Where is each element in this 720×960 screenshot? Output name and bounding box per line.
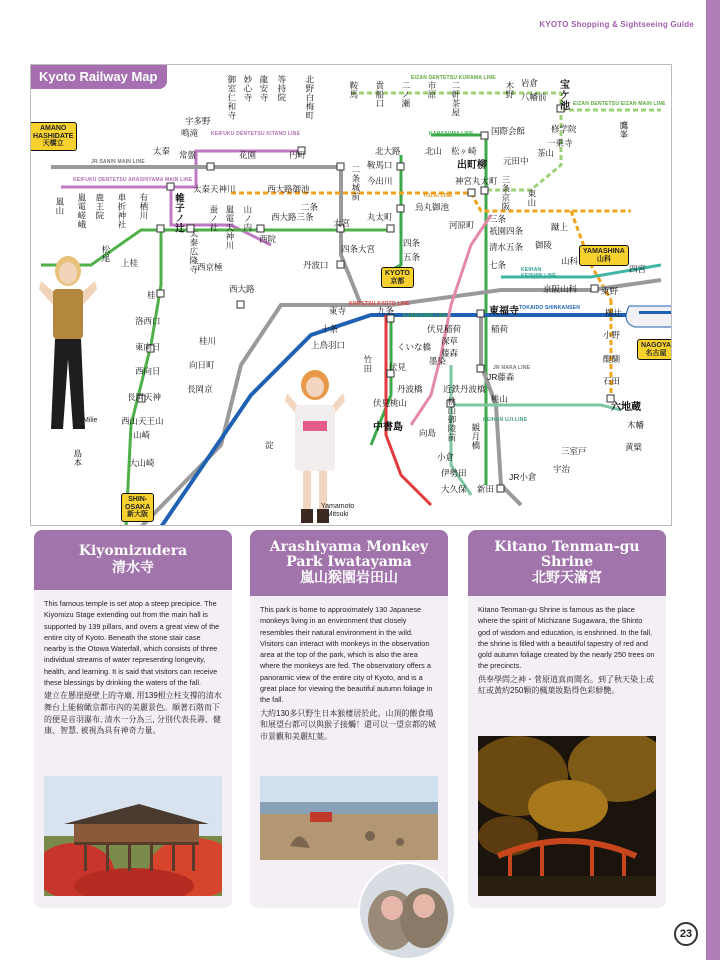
station: 二条 [301,202,319,212]
card-description-en: This park is home to approximately 130 Japanese monkeys living in an environment that closely resembles their natural environment in the wild. Visitors can interact with monkeys in the observation area at the top of the park, which is also the area where the monkeys are fed. The observatory offers a panoramic view of the entire city of Kyoto, and is a great place for viewing the beautiful autumn foliage in the fall. [260,605,433,705]
card-title-en: Arashiyama Monkey Park Iwatayama [269,538,429,570]
station: 淀 [265,440,274,450]
station: 観月橋 [470,423,481,450]
station: 大久保 [441,484,467,494]
station: 西大路三条 [271,212,314,222]
card-title-zh: 嵐山猴園岩田山 [300,570,398,587]
hub-zh: 名古屋 [645,349,667,357]
station: 五条 [403,252,421,262]
card-description-zh: 大約130多只野生日本猴棲居於此。山頂的餵食場和展望台都可以與猴子接觸！還可以一望京都的城市景觀和美麗紅葉。 [260,708,436,741]
station: 醍醐 [603,354,621,364]
station: 十条 [321,324,339,334]
station: 一乗寺 [547,138,573,148]
station: 出町柳 [457,160,487,171]
station: 宇多野 [185,116,211,126]
station: 島本 [72,449,83,467]
station: 鳴滝 [181,128,199,138]
hub-en: YAMASHINA [583,248,625,255]
station: 四条 [403,238,421,248]
station: 中書島 [373,422,403,433]
station: 神宮丸太町 [455,176,498,186]
station: 清水五条 [489,242,524,252]
station: 伏見稲荷 [427,324,462,334]
station: 小野 [603,330,621,340]
line-label-kitano: KEIFUKU DENTETSU KITANO LINE [211,131,301,137]
station: 竹田 [362,355,373,373]
hub-en: KYOTO [385,270,410,277]
monkeys-circle-photo [358,862,456,960]
hub-kyoto [381,267,414,288]
station: 円町 [289,150,307,160]
station: 北大路 [375,146,401,156]
station: 九条 [377,306,395,316]
station: 上鳥羽口 [311,340,346,350]
line-label-tozai: TOZAI LINE [423,193,453,199]
hub-shinosaka [121,493,154,522]
card-description-en: This famous temple is set atop a steep precipice. The Kiyomizu Stage extending out from the main hall is supported by 139 pillars, and overs a great view of the entire city of Kyoto. Beneath the stone stair case nearby is the Otowa Waterfall, which consists of three individual streams of water representing longevity, health, and learning. It is said that visitors can receive these blessings by drinking the waters of the fall. [44,599,220,688]
station: 二条城前 [350,165,361,201]
station: 上桂 [121,258,139,268]
attraction-card-kitano-tenmangu [468,530,666,908]
station: 七条 [489,260,507,270]
station: 向日町 [189,360,215,370]
station: 西京極 [197,262,223,272]
station: 三条 [489,214,507,224]
station: 椥辻 [605,308,623,318]
hub-zh: 新大阪 [127,511,149,519]
station: 嵐山 [54,197,65,215]
person-milie-figure [33,249,103,439]
station: 西院 [259,234,277,244]
line-label-kurama: EIZAN DENTETSU KURAMA LINE [411,75,496,81]
card-header [250,530,448,596]
station: 鞍馬 [348,81,359,99]
line-label-kintetsu: KINTETSU KYOTO LINE [349,301,410,307]
station: 長岡天神 [127,392,162,402]
map-title: Kyoto Railway Map [31,65,167,89]
station: 今出川 [367,176,393,186]
line-label-keishin: KEIHAN KEISHIN LINE [521,267,557,279]
station: 東山 [526,189,537,207]
station: 近鉄丹波橋 [443,384,486,394]
station: 東福寺 [489,306,519,317]
station: 祇園四条 [489,226,524,236]
station: 山ノ内 [242,205,253,232]
station: 岩倉 [521,78,539,88]
station: 伊勢田 [441,468,467,478]
station: 鞍馬口 [367,160,393,170]
card-description-zh: 建立在懸崖絕壁上的寺廟, 用139根立柱支撐的清水舞台上能俯瞰京都市內的美麗景色。順著石階而下的便是音羽瀑布, 清水一分為三, 分別代表長壽、健康、智慧, 被視為具有神奇力量。 [44,691,222,736]
card-body [34,590,232,737]
person-caption-milie: Milie [83,417,98,424]
station: 蹴上 [551,222,569,232]
station: 大宮 [333,218,351,228]
jr-kyoto-line [141,305,391,526]
station: 山崎 [133,430,151,440]
station: JR小倉 [509,472,537,482]
station: 太秦 [153,146,171,156]
station: 烏丸御池 [415,202,450,212]
card-title-en: Kiyomizudera [78,543,188,560]
station: 嵐電天神川 [224,205,235,250]
station: 桃山 [491,394,509,404]
station: 二ノ瀬 [400,81,411,108]
station: 深草 [441,336,459,346]
station: 国際会館 [491,126,526,136]
station: 新田 [477,484,495,494]
hub-zh: 山科 [596,255,611,263]
station: 墨染 [429,356,447,366]
station: 御室仁和寺 [226,75,237,120]
station: 丹波橋 [397,384,423,394]
hub-en: SHIN- OSAKA [125,496,151,511]
station: 長岡京 [187,384,213,394]
page-number: 23 [674,922,698,946]
shinkansen-train-icon [626,306,672,327]
line-label-eizan: EIZAN DENTETSU EIZAN MAIN LINE [573,101,666,107]
station: 妙心寺 [242,75,253,102]
station: 帷子ノ辻 [172,193,184,233]
station: 二軒茶屋 [450,81,461,117]
line-label-keihan-uji: KEIHAN UJI LINE [483,417,528,423]
station: 向島 [419,428,437,438]
railway-map [30,64,672,526]
arashiyama-line [61,184,271,245]
station: くいな橋 [397,342,432,352]
station: 嵐電嵯峨 [76,193,87,229]
station: 西山天王山 [121,416,164,426]
station: 伏見桃山 [373,398,408,408]
hub-zh: 天橋立 [42,140,64,148]
guide-header: KYOTO Shopping & Sightseeing Guide [539,20,694,29]
line-label-arashiyama: KEIFUKU DENTETSU ARASHIYAMA MAIN LINE [73,177,193,183]
card-description-zh: 供奉學問之神・菅原道真而聞名。到了秋天染上或紅或黃約250顆的楓葉妝點得色彩鮮艷。 [478,674,654,696]
station: 北山 [425,146,443,156]
station: 小倉 [437,452,455,462]
station: 藤森 [441,348,459,358]
station: 太秦広隆寺 [188,229,199,274]
station: 河原町 [449,220,475,230]
station: 御陵 [535,240,553,250]
station: 三室戸 [561,446,587,456]
station: 太秦天神川 [193,184,236,194]
station: 宝ケ池 [557,79,569,111]
station: 八幡前 [521,92,547,102]
attraction-card-monkey-park [250,530,448,908]
kitano-tenmangu-photo [478,736,656,896]
card-description-en: Kitano Tenman-gu Shrine is famous as the place where the spirit of Michizane Sugawara, the Shinto god of wisdom and education, is enshrined. In the fall, the shrine is filled with a beautiful tapestry of red and gold autumn foliage created by the nearly 250 trees on the precincts. [478,605,655,671]
hub-en: AMANO HASHIDATE [33,125,74,140]
station: 石田 [603,376,621,386]
hub-nagoya [637,339,672,360]
station: 桂 [147,290,156,300]
card-header [468,530,666,596]
line-label-sanin: JR SANIN MAIN LINE [91,159,145,165]
station: 六地蔵 [611,402,641,413]
card-body [468,596,666,697]
station: 三条京阪 [500,175,511,211]
station: 四条大宮 [341,244,376,254]
station: 桂川 [199,336,217,346]
station: 松尾 [100,245,111,263]
station: 等持院 [276,75,287,102]
card-header [34,530,232,590]
station: 丹波口 [303,260,329,270]
station: 京阪山科 [543,284,578,294]
station: 常盤 [179,150,197,160]
station: 龍安寺 [258,75,269,102]
card-title-zh: 北野天滿宮 [532,570,602,587]
hub-zh: 京都 [390,277,405,285]
card-title-zh: 清水寺 [112,559,154,576]
station: 蚕ノ社 [208,205,219,232]
hub-yamashina [579,245,629,266]
station: 木幡 [627,420,645,430]
kiyomizudera-photo [44,776,222,896]
station: 東野 [601,286,619,296]
station: 鹿王院 [94,193,105,220]
station: 宇治 [553,464,571,474]
line-label-shinkansen: TOKAIDO SHINKANSEN [519,305,581,311]
person-caption-mitsuki: Yamamoto Mitsuki [321,503,355,518]
station: 木野 [504,81,515,99]
station: 東向日 [135,342,161,352]
hub-en: NAGOYA [641,342,672,349]
station: 東寺 [329,306,347,316]
attraction-card-kiyomizudera [34,530,232,908]
station: 茶山 [537,148,555,158]
station: 花園 [239,150,257,160]
station: 松ヶ崎 [451,146,477,156]
station: 洛西口 [135,316,161,326]
station: 西向日 [135,366,161,376]
line-label-karasuma-south: KARASUMA LINE [403,313,448,319]
side-color-stripe [706,0,720,960]
station: 貴船口 [374,81,385,108]
station: 西大路 [229,284,255,294]
keihan-uji-line [451,405,621,410]
station: 西大路御池 [267,184,310,194]
hub-amanohashidate [30,122,77,151]
station: 丸太町 [367,212,393,222]
line-label-jr-nara: JR NARA LINE [493,365,531,371]
station: 修学院 [551,124,577,134]
station: 大山崎 [129,458,155,468]
station: 元田中 [503,156,529,166]
card-body [250,596,448,742]
station: JR藤森 [487,372,515,382]
station: 車折神社 [116,193,127,229]
card-title-en: Kitano Tenman-gu Shrine [494,538,640,570]
monkey-park-photo [260,776,438,860]
station: 伏見 [389,362,407,372]
station: 市原 [426,81,437,99]
station: 稲荷 [491,324,509,334]
station: 有栖川 [138,193,149,220]
station: 桃山御陵前 [446,397,457,442]
station: 四宮 [629,264,647,274]
jr-tokaido-line [390,277,661,305]
station: 鷹峯 [618,121,629,139]
station: 北野白梅町 [304,75,315,120]
station: 黄檗 [625,442,643,452]
line-label-karasuma: KARASUMA LINE [429,131,474,137]
station: 山科 [561,256,579,266]
